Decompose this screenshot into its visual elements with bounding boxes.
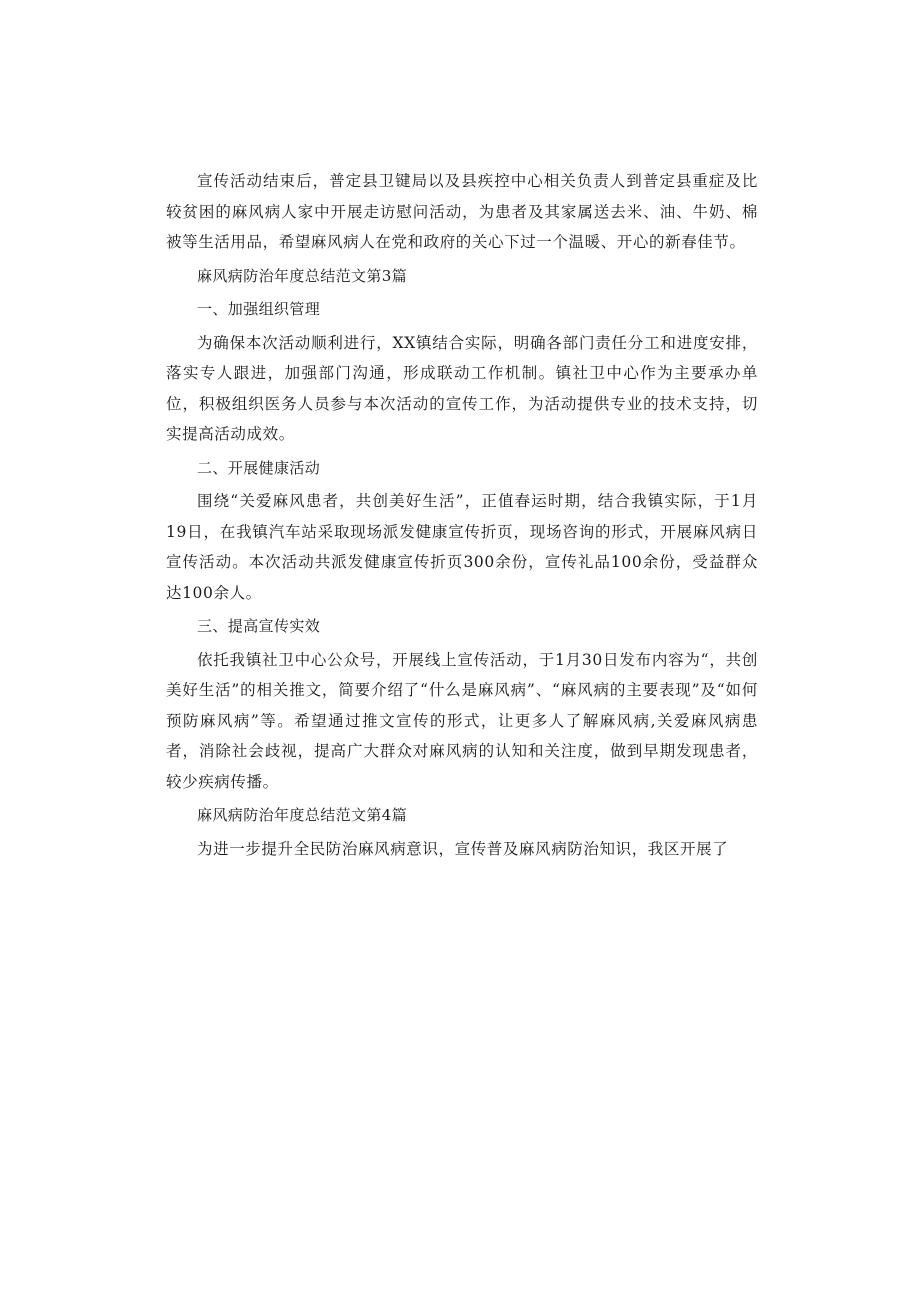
document-body (166, 166, 758, 864)
paragraph-organization: 为确保本次活动顺利进行，XX镇结合实际，明确各部门责任分工和进度安排，落实专人跟进，加强部门沟通，形成联动工作机制。镇社卫中心作为主要承办单位，积极组织医务人员参与本次活动的宣传工作，为活动提供专业的技术支持，切实提高活动成效。 (166, 333, 758, 443)
paragraph-health-activity: 围绕“关爱麻风患者，共创美好生活”，正值春运时期，结合我镇实际，于1月19日，在我镇汽车站采取现场派发健康宣传折页，现场咨询的形式，开展麻风病日宣传活动。本次活动共派发健康宣传折页300余份，宣传礼品100余份，受益群众达100余人。 (166, 492, 758, 602)
subheading-health-activity: 二、开展健康活动 (197, 458, 321, 477)
paragraph-visit-activity: 宣传活动结束后，普定县卫键局以及县疾控中心相关负责人到普定县重症及比较贫困的麻风病人家中开展走访慰问活动，为患者及其家属送去米、油、牛奶、棉被等生活用品，希望麻风病人在党和政府的关心下过一个温暖、开心的新春佳节。 (166, 172, 758, 251)
subheading-publicity: 三、提高宣传实效 (197, 617, 321, 635)
section-title-article-3: 麻风病防治年度总结范文第3篇 (197, 266, 408, 285)
paragraph-publicity: 依托我镇社卫中心公众号，开展线上宣传活动，于1月30日发布内容为“，共创美好生活”的相关推文，简要介绍了“什么是麻风病”、“麻风病的主要表现”及“如何预防麻风病”等。希望通过推文宣传的形式，让更多人了解麻风病,关爱麻风病患者，消除社会歧视，提高广大群众对麻风病的认知和关注度，做到早期发现患者，较少疾病传播。 (166, 650, 758, 791)
subheading-organization: 一、加强组织管理 (197, 300, 321, 318)
paragraph-article-4-intro: 为进一步提升全民防治麻风病意识，宣传普及麻风病防治知识，我区开展了 (197, 839, 729, 858)
section-title-article-4: 麻风病防治年度总结范文第4篇 (197, 806, 408, 824)
